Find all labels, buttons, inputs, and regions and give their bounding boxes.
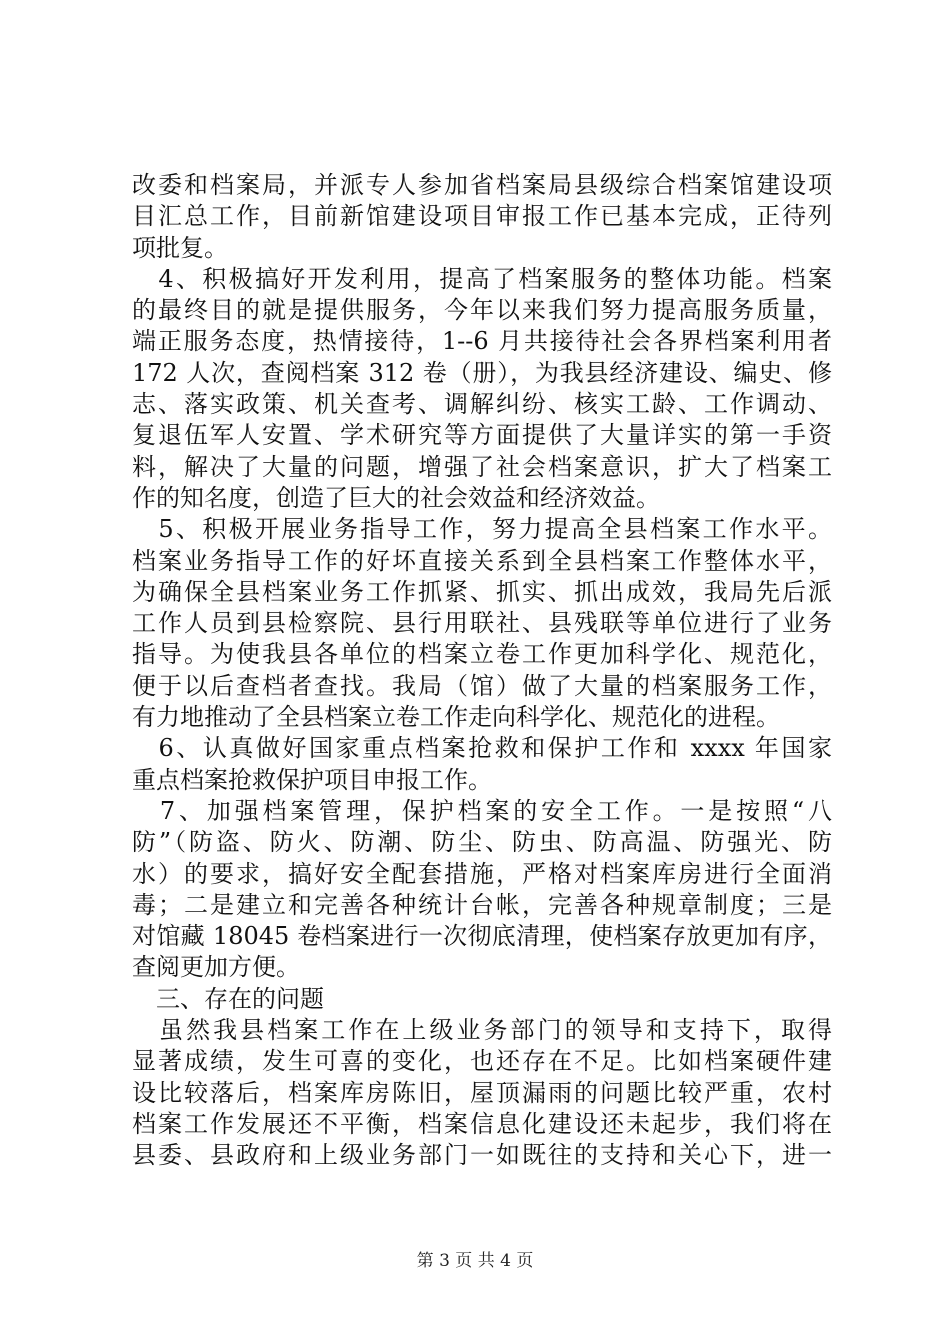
text-line: 毒；二是建立和完善各种统计台帐，完善各种规章制度；三是	[132, 890, 832, 919]
text-line: 作的知名度，创造了巨大的社会效益和经济效益。	[132, 483, 660, 512]
text-line: 查阅更加方便。	[132, 953, 300, 982]
text-line: 三、存在的问题	[132, 984, 324, 1013]
text-line: 指导。为使我县各单位的档案立卷工作更加科学化、规范化，	[132, 640, 832, 669]
text-line: 水）的要求，搞好安全配套措施，严格对档案库房进行全面消	[132, 859, 832, 888]
text-line: 档案业务指导工作的好坏直接关系到全县档案工作整体水平，	[132, 546, 832, 575]
text-line: 志、落实政策、机关查考、调解纠纷、核实工龄、工作调动、	[132, 390, 832, 419]
text-line: 显著成绩，发生可喜的变化，也还存在不足。比如档案硬件建	[132, 1047, 832, 1076]
text-line: 4、积极搞好开发利用，提高了档案服务的整体功能。档案	[132, 264, 832, 293]
text-line: 工作人员到县检察院、县行用联社、县残联等单位进行了业务	[132, 609, 832, 638]
text-line: 172 人次，查阅档案 312 卷（册），为我县经济建设、编史、修	[132, 358, 832, 387]
text-line: 为确保全县档案业务工作抓紧、抓实、抓出成效，我局先后派	[132, 577, 832, 606]
text-line: 设比较落后，档案库房陈旧，屋顶漏雨的问题比较严重，农村	[132, 1078, 832, 1107]
text-line: 有力地推动了全县档案立卷工作走向科学化、规范化的进程。	[132, 703, 780, 732]
page-footer: 第 3 页 共 4 页	[416, 1251, 534, 1271]
text-line: 端正服务态度，热情接待，1--6 月共接待社会各界档案利用者	[132, 327, 832, 356]
text-line: 复退伍军人安置、学术研究等方面提供了大量详实的第一手资	[132, 421, 832, 450]
text-line: 7、加强档案管理，保护档案的安全工作。一是按照“八	[132, 796, 832, 825]
text-line: 档案工作发展还不平衡，档案信息化建设还未起步，我们将在	[132, 1109, 832, 1138]
text-line: 防”（防盗、防火、防潮、防尘、防虫、防高温、防强光、防	[132, 828, 832, 857]
text-line: 的最终目的就是提供服务，今年以来我们努力提高服务质量，	[132, 296, 832, 325]
text-line: 虽然我县档案工作在上级业务部门的领导和支持下，取得	[132, 1016, 832, 1045]
text-line: 重点档案抢救保护项目申报工作。	[132, 765, 492, 794]
text-line: 5、积极开展业务指导工作，努力提高全县档案工作水平。	[132, 515, 832, 544]
text-line: 项批复。	[132, 233, 228, 262]
text-line: 县委、县政府和上级业务部门一如既往的支持和关心下，进一	[132, 1141, 832, 1170]
text-line: 对馆藏 18045 卷档案进行一次彻底清理，使档案存放更加有序，	[132, 922, 832, 951]
text-line: 便于以后查档者查找。我局（馆）做了大量的档案服务工作，	[132, 671, 832, 700]
text-line: 改委和档案局，并派专人参加省档案局县级综合档案馆建设项	[132, 171, 832, 199]
text-line: 料，解决了大量的问题，增强了社会档案意识，扩大了档案工	[132, 452, 832, 481]
text-line: 目汇总工作，目前新馆建设项目审报工作已基本完成，正待列	[132, 202, 832, 231]
body-text	[132, 170, 832, 1172]
text-line: 6、认真做好国家重点档案抢救和保护工作和 xxxx 年国家	[132, 734, 832, 763]
